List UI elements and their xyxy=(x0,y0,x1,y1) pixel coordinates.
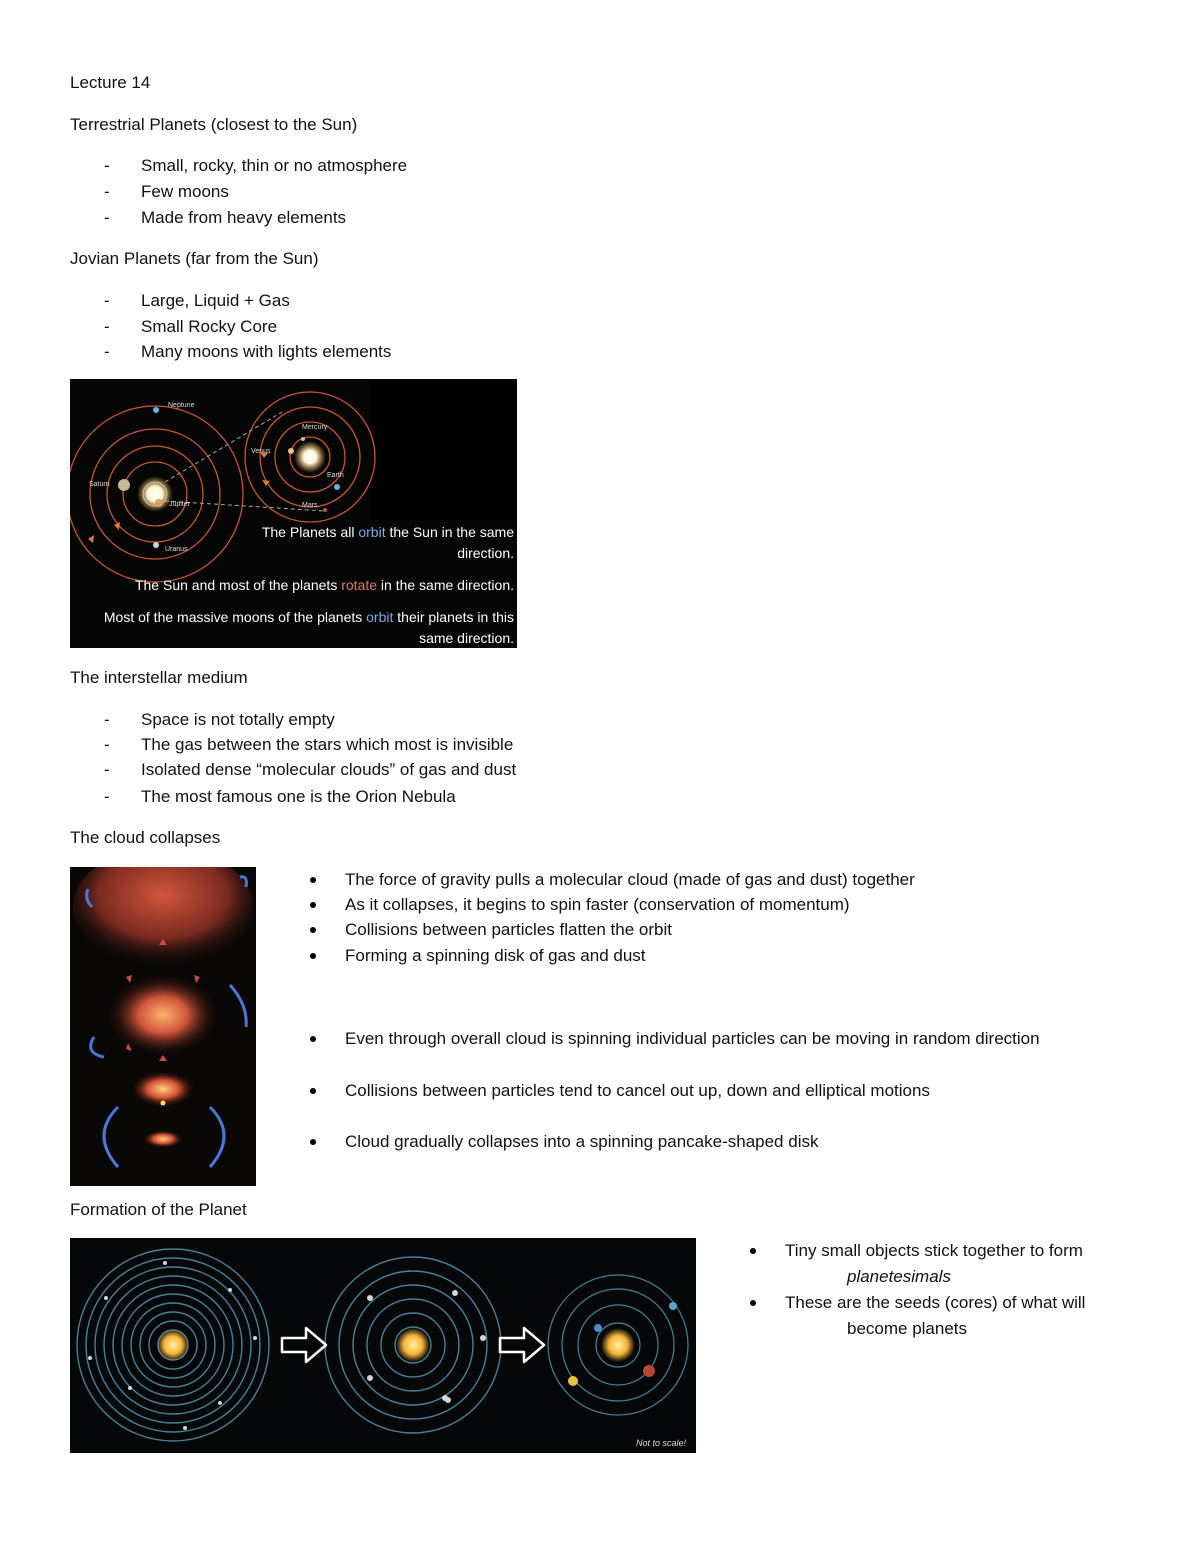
planet-label: Earth xyxy=(327,472,344,479)
dash-bullet: - xyxy=(104,317,110,336)
list-item: Space is not totally empty xyxy=(141,710,335,729)
bullet-dot xyxy=(310,1036,316,1042)
bullet-dot xyxy=(310,877,316,883)
collapse-heading: The cloud collapses xyxy=(70,828,221,847)
dash-bullet: - xyxy=(104,735,110,754)
page-title: Lecture 14 xyxy=(70,73,151,92)
planet-formation-image xyxy=(70,1238,696,1453)
bullet-dot xyxy=(310,927,316,933)
orbit-caption-2: The Sun and most of the planets rotate in the same direction. xyxy=(134,577,514,593)
list-item-continuation: become planets xyxy=(847,1319,968,1338)
dash-bullet: - xyxy=(104,156,110,175)
orbit-caption-1: The Planets all orbit the Sun in the same xyxy=(261,524,514,540)
planet-label: Saturn xyxy=(89,481,110,488)
planet-label: Mars xyxy=(302,502,318,509)
list-item: Tiny small objects stick together to form xyxy=(785,1241,1083,1260)
dash-bullet: - xyxy=(104,208,110,227)
list-item: Even through overall cloud is spinning individual particles can be moving in random direction xyxy=(345,1029,1040,1048)
dash-bullet: - xyxy=(104,787,110,806)
list-item: Small Rocky Core xyxy=(141,317,278,336)
list-item: Collisions between particles flatten the orbit xyxy=(345,920,672,939)
bullet-dot xyxy=(310,1139,316,1145)
cloud-collapse-image xyxy=(70,867,256,1186)
dash-bullet: - xyxy=(104,342,110,361)
list-item: Large, Liquid + Gas xyxy=(141,291,290,310)
list-item-continuation: planetesimals xyxy=(847,1267,951,1286)
ism-heading: The interstellar medium xyxy=(70,668,248,687)
list-item: Isolated dense “molecular clouds” of gas and dust xyxy=(141,760,517,779)
orbit-caption-1b: direction. xyxy=(457,545,514,561)
list-item: Cloud gradually collapses into a spinning pancake-shaped disk xyxy=(345,1132,819,1151)
jovian-heading: Jovian Planets (far from the Sun) xyxy=(70,249,319,268)
dash-bullet: - xyxy=(104,291,110,310)
dash-bullet: - xyxy=(104,182,110,201)
planet-label: Uranus xyxy=(165,546,188,553)
orbit-caption-3b: same direction. xyxy=(419,630,514,646)
list-item: Forming a spinning disk of gas and dust xyxy=(345,946,646,965)
list-item: Made from heavy elements xyxy=(141,208,347,227)
list-item: Many moons with lights elements xyxy=(141,342,392,361)
bullet-dot xyxy=(310,953,316,959)
dash-bullet: - xyxy=(104,710,110,729)
terrestrial-heading: Terrestrial Planets (closest to the Sun) xyxy=(70,115,358,134)
list-item: Collisions between particles tend to cancel out up, down and elliptical motions xyxy=(345,1081,930,1100)
planet-label: Jupiter xyxy=(169,501,191,508)
solar-orbit-image xyxy=(70,379,517,648)
bullet-dot xyxy=(750,1300,756,1306)
formation-heading: Formation of the Planet xyxy=(70,1200,247,1219)
dash-bullet: - xyxy=(104,760,110,779)
planet-label: Mercury xyxy=(302,424,328,431)
list-item: Few moons xyxy=(141,182,229,201)
bullet-dot xyxy=(310,902,316,908)
list-item: The gas between the stars which most is invisible xyxy=(141,735,514,754)
list-item: As it collapses, it begins to spin faster (conservation of momentum) xyxy=(345,895,850,914)
list-item: The most famous one is the Orion Nebula xyxy=(141,787,456,806)
planet-label: Venus xyxy=(251,448,271,455)
image-note: Not to scale! xyxy=(635,1438,686,1448)
bullet-dot xyxy=(310,1088,316,1094)
list-item: These are the seeds (cores) of what will xyxy=(785,1293,1086,1312)
planet-label: Neptune xyxy=(168,402,195,409)
orbit-caption-3: Most of the massive moons of the planets orbit their planets in this xyxy=(103,609,514,625)
bullet-dot xyxy=(750,1248,756,1254)
list-item: The force of gravity pulls a molecular cloud (made of gas and dust) together xyxy=(345,870,915,889)
list-item: Small, rocky, thin or no atmosphere xyxy=(141,156,408,175)
